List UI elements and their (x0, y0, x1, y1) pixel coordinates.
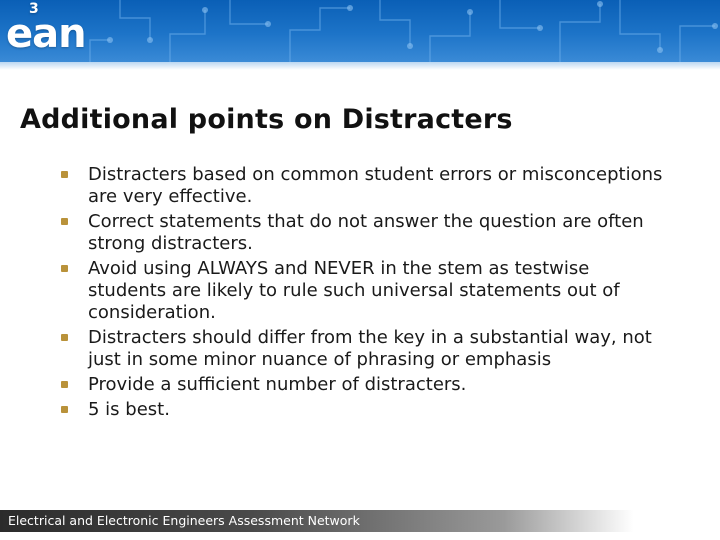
header-fade (0, 62, 720, 70)
square-bullet-icon (61, 406, 68, 413)
bullet-item (58, 327, 668, 371)
square-bullet-icon (61, 334, 68, 341)
bullet-item (58, 211, 668, 255)
logo-superscript: 3 (29, 1, 39, 17)
circuit-pattern (0, 0, 720, 62)
bullet-text: Distracters should differ from the key in a substantial way, not just in some minor nuance of phrasing or emphasis (88, 327, 652, 370)
header-band (0, 0, 720, 62)
footer-bar (0, 510, 720, 532)
bullet-item (58, 164, 668, 208)
square-bullet-icon (61, 218, 68, 225)
square-bullet-icon (61, 381, 68, 388)
square-bullet-icon (61, 171, 68, 178)
bullet-text: Correct statements that do not answer the question are often strong distracters. (88, 211, 644, 254)
bullet-text: Avoid using ALWAYS and NEVER in the stem as testwise students are likely to rule such universal statements out of consideration. (88, 258, 620, 323)
slide-title: Additional points on Distracters (20, 104, 513, 135)
bullet-item (58, 399, 668, 421)
logo-e: e (6, 11, 33, 57)
bullet-text: Provide a sufficient number of distracters. (88, 374, 467, 395)
footer-organization: Electrical and Electronic Engineers Assessment Network (8, 513, 360, 528)
bullet-list (58, 164, 668, 424)
bullet-text: 5 is best. (88, 399, 170, 420)
e3an-logo (6, 1, 86, 57)
bullet-text: Distracters based on common student errors or misconceptions are very effective. (88, 164, 663, 207)
square-bullet-icon (61, 265, 68, 272)
bullet-item (58, 258, 668, 324)
bullet-item (58, 374, 668, 396)
logo-an: an (32, 11, 86, 57)
